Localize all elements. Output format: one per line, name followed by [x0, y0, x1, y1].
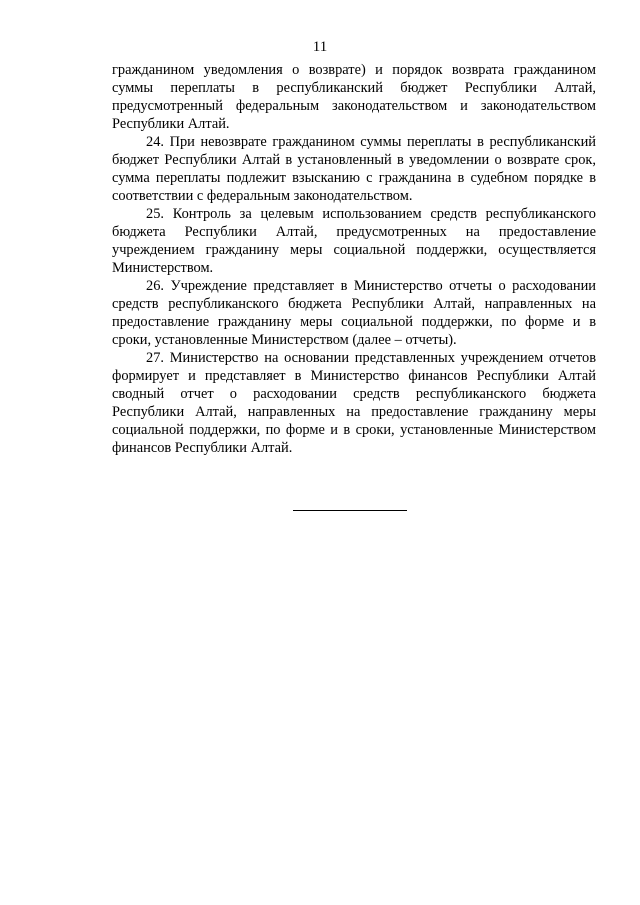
paragraph-continuation: гражданином уведомления о возврате) и порядок возврата гражданином суммы переплаты в республиканский бюджет Республики Алтай, предусмотренный федеральным законодательством и законодательством Республики Алтай. — [112, 62, 596, 132]
page-number: 11 — [312, 39, 328, 55]
paragraph-item-25: 25. Контроль за целевым использованием средств республиканского бюджета Республики Алтай, предусмотренных на предоставление учреждением гражданину меры социальной поддержки, осуществляется Министерством. — [112, 206, 596, 276]
paragraph-item-27: 27. Министерство на основании представленных учреждением отчетов формирует и представляет в Министерство финансов Республики Алтай сводный отчет о расходовании средств республиканского бюджета Республики Алтай, направленных на предоставление гражданину меры социальной поддержки, по форме и в сроки, установленные Министерством финансов Республики Алтай. — [112, 350, 596, 456]
end-of-document-rule — [293, 510, 407, 511]
document-body — [112, 61, 596, 457]
paragraph-item-24: 24. При невозврате гражданином суммы переплаты в республиканский бюджет Республики Алтай в установленный в уведомлении о возврате срок, сумма переплаты подлежит взысканию с гражданина в судебном порядке в соответствии с федеральным законодательством. — [112, 134, 596, 204]
paragraph-item-26: 26. Учреждение представляет в Министерство отчеты о расходовании средств республиканского бюджета Республики Алтай, направленных на предоставление гражданину меры социальной поддержки, по форме и в сроки, установленные Министерством (далее – отчеты). — [112, 278, 596, 348]
